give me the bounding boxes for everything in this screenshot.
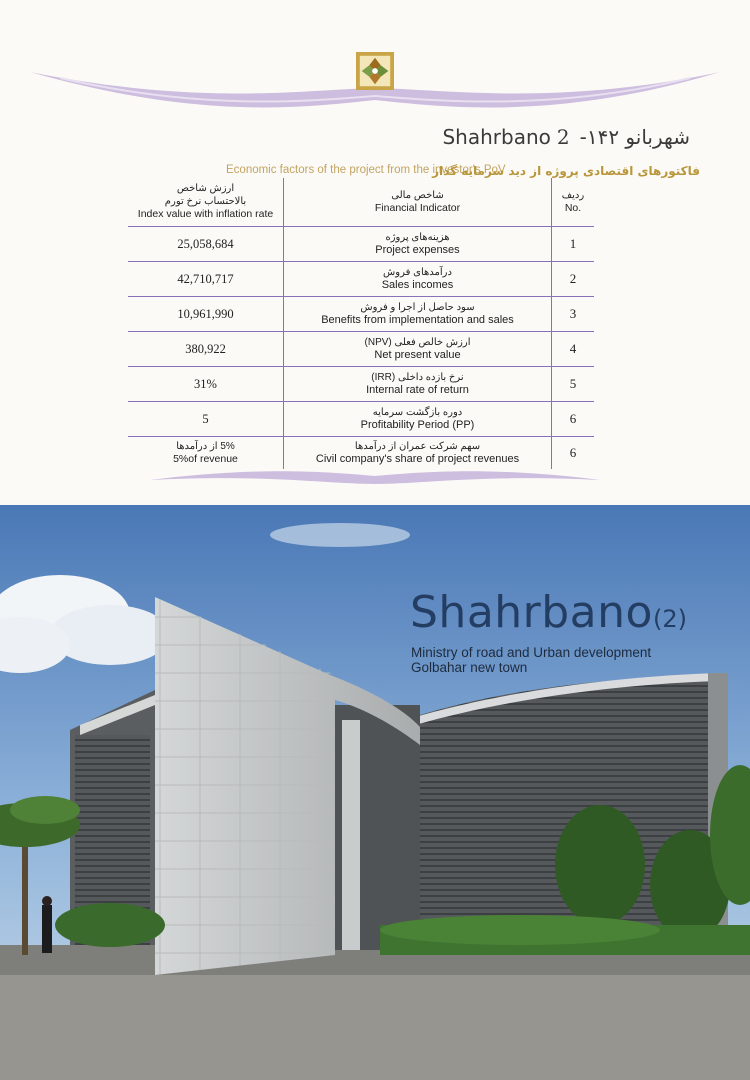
row-indicator: [284, 367, 552, 402]
row-value-persian: 5% از درآمدها: [176, 441, 235, 452]
bottom-swoosh-ornament: [0, 462, 750, 502]
row-indicator-persian: هزینه‌های پروژه: [385, 232, 450, 243]
row-value: 42,710,717: [128, 262, 284, 297]
row-number: 1: [552, 227, 595, 262]
title-english: Shahrbano: [442, 125, 551, 149]
document-top-section: [0, 0, 750, 505]
table-row: [128, 367, 594, 402]
row-indicator-persian: ارزش خالص فعلی (NPV): [364, 337, 471, 348]
row-value: 25,058,684: [128, 227, 284, 262]
subtitle-english: Economic factors of the project from the investor's PoV: [226, 164, 506, 176]
table-row: [128, 227, 594, 262]
row-indicator-persian: سهم شرکت عمران از درآمدها: [354, 441, 481, 452]
project-client-line: Ministry of road and Urban development: [411, 645, 652, 660]
page-title: [442, 125, 690, 149]
row-indicator: [284, 332, 552, 367]
company-logo-icon: [356, 52, 394, 90]
header-indicator-persian: شاخص مالی: [391, 189, 444, 201]
row-indicator-persian: نرخ بازده داخلی (IRR): [371, 372, 464, 383]
row-number: 2: [552, 262, 595, 297]
header-value-english: Index value with inflation rate: [137, 208, 274, 221]
header-value-persian-1: ارزش شاخص: [176, 183, 235, 195]
row-indicator-persian: درآمدهای فروش: [383, 267, 452, 278]
row-indicator: [284, 402, 552, 437]
header-indicator-english: Financial Indicator: [374, 202, 461, 214]
row-indicator: [284, 227, 552, 262]
row-indicator-english: Project expenses: [375, 244, 460, 256]
row-indicator-english: Net present value: [374, 349, 461, 361]
title-number: 2: [556, 125, 570, 149]
table-row: [128, 332, 594, 367]
title-persian: -۱۴شهربانو ۲: [579, 125, 690, 149]
financial-indicators-table: [128, 178, 594, 469]
header-no-persian: ردیف: [561, 189, 585, 201]
row-number: 4: [552, 332, 595, 367]
row-indicator-persian: دوره بازگشت سرمایه: [372, 407, 463, 418]
project-location-line: Golbahar new town: [411, 660, 528, 675]
table-row: [128, 402, 594, 437]
table-row: [128, 297, 594, 332]
header-no-cell: [552, 178, 595, 227]
row-indicator-english: Benefits from implementation and sales: [321, 314, 514, 326]
project-title: [410, 588, 687, 644]
row-number: 5: [552, 367, 595, 402]
header-value-cell: [128, 178, 284, 227]
table-row: [128, 262, 594, 297]
row-indicator: [284, 297, 552, 332]
header-indicator-cell: [284, 178, 552, 227]
row-number: 6: [569, 445, 577, 460]
row-indicator-english: Sales incomes: [381, 279, 454, 291]
row-value: 5: [128, 402, 284, 437]
row-indicator-english: Profitability Period (PP): [360, 419, 475, 431]
row-value: 10,961,990: [128, 297, 284, 332]
row-value: 31%: [128, 367, 284, 402]
subtitle-persian: فاکتورهای اقتصادی پروژه از دید سرمایه گذار: [432, 164, 700, 178]
row-number: 3: [552, 297, 595, 332]
row-value-english: 5%of revenue: [173, 453, 238, 465]
row-indicator: [284, 262, 552, 297]
project-title-suffix: (2): [652, 605, 687, 633]
project-title-main: Shahrbano: [410, 587, 653, 638]
row-indicator-persian: سود حاصل از اجرا و فروش: [360, 302, 475, 313]
row-number: 6: [552, 402, 595, 437]
row-value: 380,922: [128, 332, 284, 367]
table-header-row: [128, 178, 594, 227]
row-indicator-english: Civil company's share of project revenues: [315, 453, 520, 465]
header-no-english: No.: [564, 202, 582, 214]
row-indicator-english: Internal rate of return: [366, 384, 469, 396]
header-value-persian-2: بالاحتساب نرخ تورم: [164, 195, 247, 207]
